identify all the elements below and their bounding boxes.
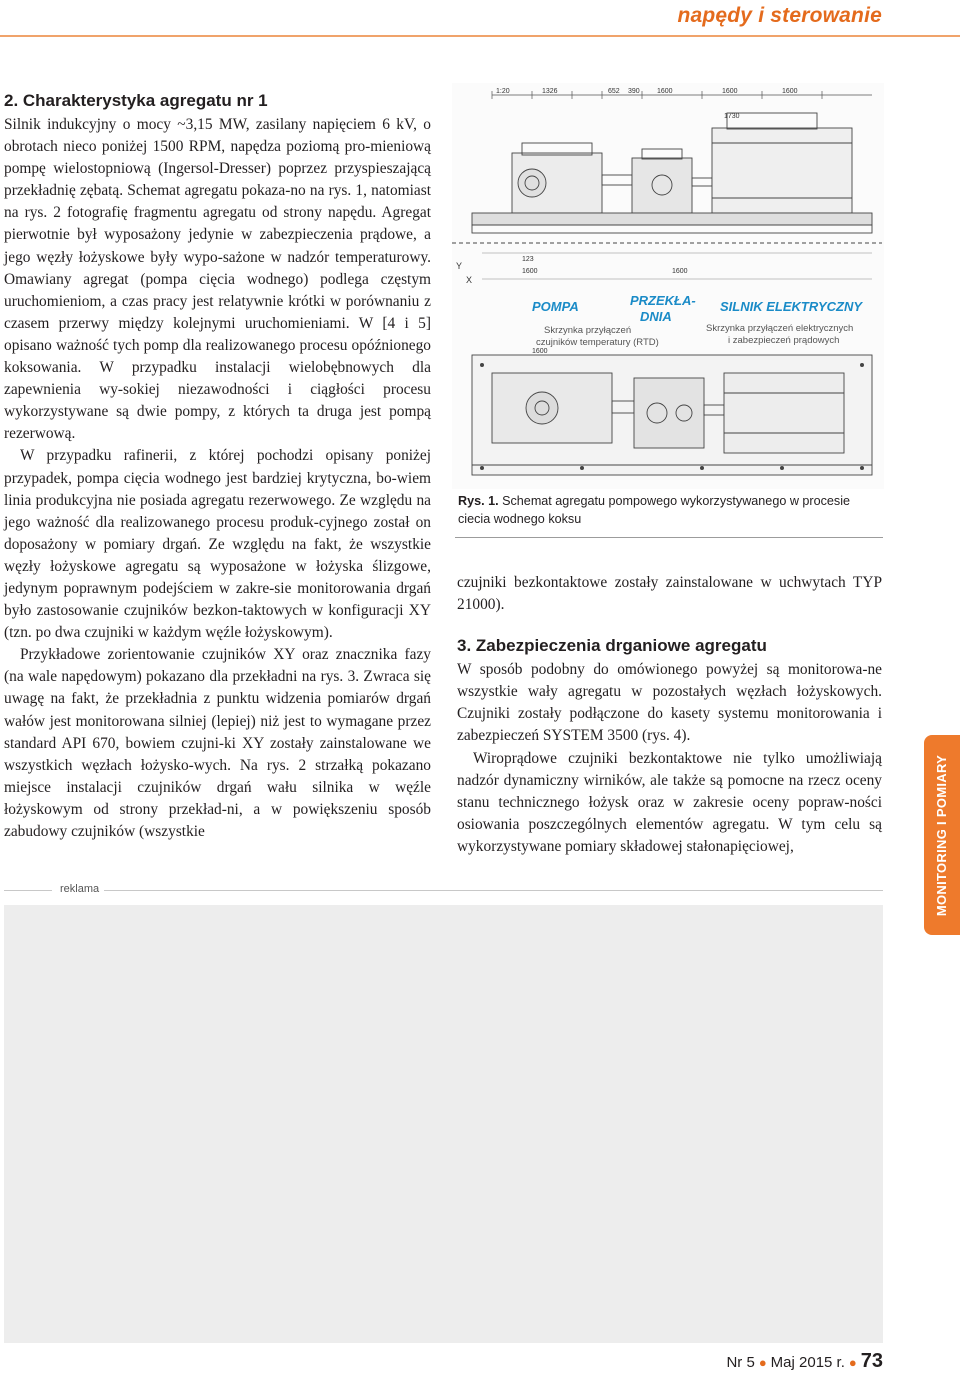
dim-label: 1600 (782, 88, 798, 95)
axis-y-label: Y (456, 261, 463, 271)
advert-placeholder (4, 905, 883, 1343)
note-motor-2: i zabezpieczeń prądowych (728, 335, 840, 346)
note-pump-2: czujników temperatury (RTD) (536, 337, 659, 348)
dim-label: 1600 (657, 88, 673, 95)
section-3-paragraph-2: Wiroprądowe czujniki bezkontaktowe nie tylko umożliwiają nadzór dynamiczny wirników, ale także są pomocne na rzecz oceny stanu technicznego łożysk oraz w zakresie oceny popraw-ności osiowania poszczególnych elementów agregatu. W tym celu są wykorzystywane pomiary składowej stałonapięciowej, (457, 749, 882, 855)
footer-issue: Nr 5 (726, 1354, 755, 1371)
dim-label: 652 (608, 88, 620, 95)
note-pump: Skrzynka przyłączeń (544, 325, 632, 336)
section-3-paragraph-1: W sposób podobny do omówionego powyżej są monitorowa-ne wszystkie wały agregatu w pozostałych węzłach łożyskowych. Czujniki zostały podłączone do kasety systemu monitorowania i zabezpieczeń SYSTEM 3500 (rys. 4). (457, 661, 882, 745)
section-2-paragraph-2: W przypadku rafinerii, z której pochodzi opisany poniżej przypadek, pompa cięcia wodnego jest bardziej krytyczna, bo-wiem linia produkcyjna nie posiada agregatu rezerwowego. Ze względu na jego ważność dla realizowanego procesu produk-cyjnego został on doposażony w pomiary drgań. Ze względu na fakt, że wszystkie węzły łożyskowe agregatu są wyposażone w łożyska ślizgowe, jedynym poprawnym podejściem w zakre-sie monitorowania drgań było zastosowanie czujników bezkon-taktowych w konfiguracji XY (tzn. po dwa czujniki w każdym węźle łożyskowym). (4, 447, 431, 642)
dim-label: 1:20 (496, 88, 510, 95)
advert-rule-right (104, 890, 883, 891)
section-3-heading: 3. Zabezpieczenia drganiowe agregatu (457, 636, 767, 656)
label-motor: SILNIK ELEKTRYCZNY (720, 299, 863, 314)
dim-label: 1600 (522, 268, 538, 275)
dim-label: 1730 (724, 113, 740, 120)
dim-label: 1600 (532, 348, 548, 355)
side-tab-label: MONITORING I POMIARY (934, 754, 950, 916)
left-column (4, 91, 431, 843)
dim-label: 1326 (542, 88, 558, 95)
axis-x-label: X (466, 275, 473, 285)
running-header: napędy i sterowanie (677, 4, 882, 27)
label-pump: POMPA (532, 299, 579, 314)
page-number: 73 (860, 1350, 883, 1372)
advert-rule-left (4, 890, 52, 891)
advert-label: reklama (60, 883, 100, 895)
label-gear: PRZEKŁA- (630, 293, 696, 308)
section-2-paragraph-1: Silnik indukcyjny o mocy ~3,15 MW, zasilany napięciem 6 kV, o obrotach nieco poniżej 1500 RPM, napędza poziomą pro-mieniową pompę wielostopniową (Ingersol-Dresser) poprzez przyspieszającą przekładnię zębatą. Schemat agregatu pokaza-no na rys. 1, natomiast na rys. 2 fotografię fragmentu agregatu od strony napędu. Agregat pierwotnie był wyposażony jedynie w zabezpieczenia prądowe, a jego węzły łożyskowe były wypo-sażone w nadzór temperaturowy. Omawiany agregat (pompa cięcia wodnego) podlega częstym uruchomieniom, a czas pracy jest relatywnie krótki w porównaniu z czasem przerwy między kolejnymi uruchomieniami. W [4 i 5] opisano ważność tych pomp dla realizowanego procesu opóźnionego koksowania. W przypadku instalacji wielobębnowych dla zapewnienia wy-sokiej niezawodności i ciągłości procesu wykorzystywane są dwie pompy, z których ta druga jest pompą rezerwową. (4, 116, 431, 443)
header-rule (0, 35, 960, 37)
right-column (457, 572, 882, 858)
bullet-icon: ● (758, 1355, 767, 1370)
section-2-heading: 2. Charakterystyka agregatu nr 1 (4, 91, 268, 110)
figure-1-drawing (452, 83, 884, 489)
bullet-icon: ● (848, 1355, 857, 1370)
dim-label: 390 (628, 88, 640, 95)
dim-label: 123 (522, 256, 534, 263)
dim-label: 1600 (722, 88, 738, 95)
figure-1-caption-ref: Rys. 1. (458, 494, 499, 508)
figure-1-caption-text: Schemat agregatu pompowego wykorzystywanego w procesie ciecia wodnego koksu (458, 494, 851, 526)
section-2-paragraph-3: Przykładowe zorientowanie czujników XY oraz znacznika fazy (na wale napędowym) pokazano dla przekładni na rys. 3. Zwraca się uwagę na fakt, że przekładnia z punktu widzenia pomiarów drgań wałów jest monitorowana silniej (lepiej) niż jest to wymagane przez standard API 670, bowiem czujni-ki XY zostały zainstalowane we wszystkich węzłach łożysko-wych. Na rys. 2 strzałką pokazano miejsce instalacji czujników drgań wału silnika w węźle łożyskowym od strony przekład-ni, a w powiększeniu sposób zabudowy czujników (wszystkie (4, 646, 431, 840)
caption-rule (455, 537, 883, 538)
page-footer (726, 1350, 883, 1373)
continuation-paragraph: czujniki bezkontaktowe zostały zainstalowane w uchwytach TYP 21000). (457, 574, 882, 614)
footer-date: Maj 2015 r. (770, 1354, 845, 1371)
figure-1-caption (458, 492, 883, 528)
label-gear-2: DNIA (640, 309, 672, 324)
note-motor: Skrzynka przyłączeń elektrycznych (706, 323, 854, 334)
section-side-tab (924, 735, 960, 935)
dim-label: 1600 (672, 268, 688, 275)
